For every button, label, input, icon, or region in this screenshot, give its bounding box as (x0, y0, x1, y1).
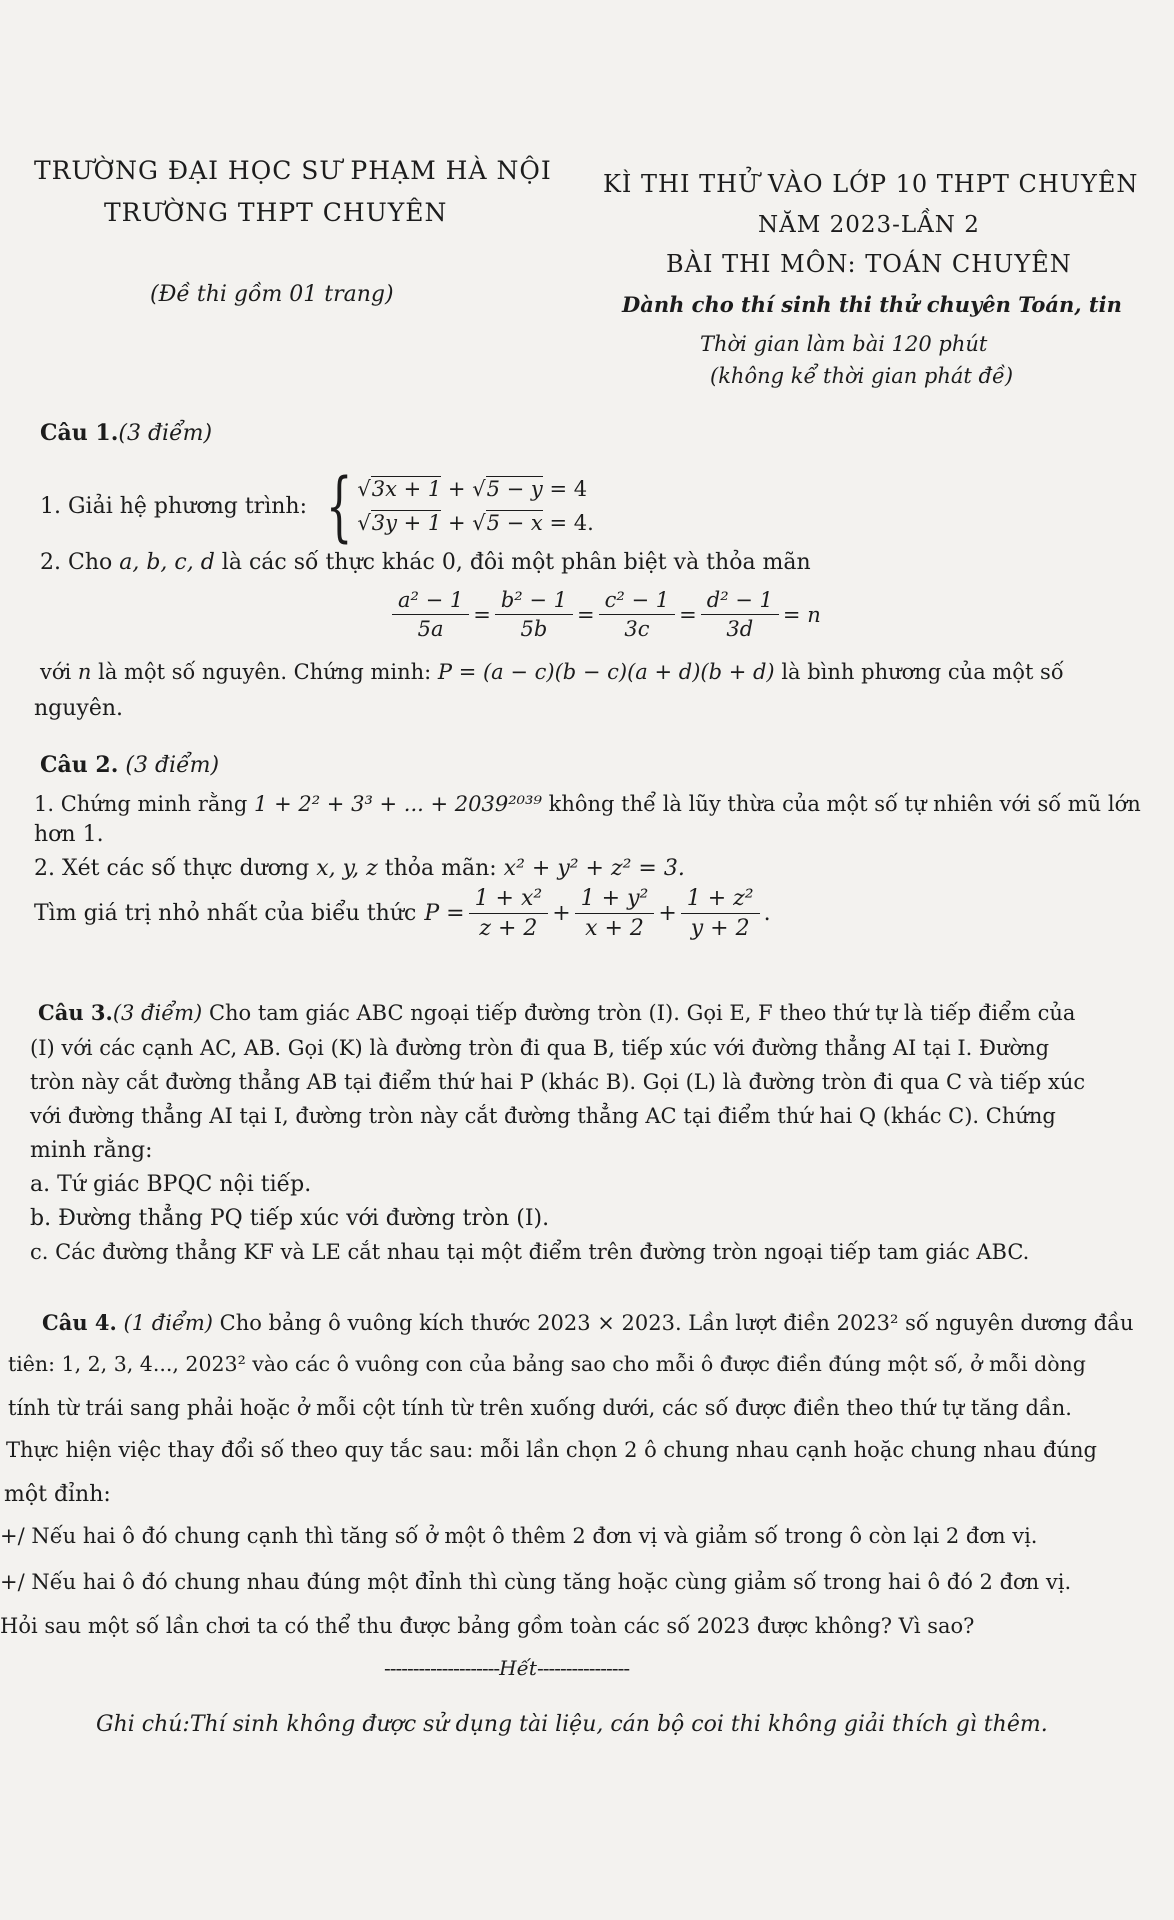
q2-part1: 1. Chứng minh rằng 1 + 2² + 3³ + ... + 2039²⁰³⁹ không thể là lũy thừa của một số tự nhiên với số mũ lớn (34, 792, 1141, 816)
end-marker: --------------------Hết---------------- (384, 1656, 630, 1680)
page-count-note: (Đề thi gồm 01 trang) (150, 282, 394, 307)
equation-system: { √3x + 1 + √5 − y = 4 √3y + 1 + √5 − x = 4. (325, 461, 594, 550)
q4-question: Hỏi sau một số lần chơi ta có thể thu được bảng gồm toàn các số 2023 được không? Vì sao? (0, 1614, 975, 1638)
q3-line1: Câu 3.(3 điểm) Cho tam giác ABC ngoại tiếp đường tròn (I). Gọi E, F theo thứ tự là tiếp điểm của (38, 1000, 1076, 1025)
q2-part3: Tìm giá trị nhỏ nhất của biểu thức P = $\frac{\text{1 + x²}}{z + 2}$ + $\frac{\text{1 + y²}}{x + 2}$ + $\frac{\text{1 + z²}}{y + 2}$ . (34, 886, 771, 941)
exam-year: NĂM 2023-LẦN 2 (758, 212, 980, 238)
q4-rule-2: +/ Nếu hai ô đó chung nhau đúng một đỉnh thì cùng tăng hoặc cùng giảm số trong hai ô đó 2 đơn vị. (0, 1570, 1072, 1594)
q3-part-c: c. Các đường thẳng KF và LE cắt nhau tại một điểm trên đường tròn ngoại tiếp tam giác ABC. (30, 1240, 1030, 1264)
exam-time: Thời gian làm bài 120 phút (700, 332, 988, 356)
q4-line2: tiên: 1, 2, 3, 4..., 2023² vào các ô vuông con của bảng sao cho mỗi ô được điền đúng một số, ở mỗi dòng (8, 1352, 1086, 1376)
equation-2: √3y + 1 + √5 − x = 4. (357, 511, 594, 535)
q1-part2-line4: nguyên. (34, 696, 124, 721)
exam-time-note: (không kể thời gian phát đề) (710, 364, 1014, 388)
q1-title: Câu 1. (40, 420, 119, 446)
q3-line5: minh rằng: (30, 1138, 153, 1163)
q1-fraction-chain: $\frac{\text{a² − 1}}{5a}$ = $\frac{\text{b² − 1}}{5b}$ = $\frac{\text{c² − 1}}{3c}$ = $\frac{\text{d² − 1}}{3d}$ = n (388, 588, 821, 641)
q1-part1 (40, 461, 594, 550)
q3-line2: (I) với các cạnh AC, AB. Gọi (K) là đường tròn đi qua B, tiếp xúc với đường thẳng AI tại I. Đường (30, 1036, 1050, 1060)
equation-1: √3x + 1 + √5 − y = 4 (357, 477, 588, 501)
q3-line3: tròn này cắt đường thẳng AB tại điểm thứ hai P (khác B). Gọi (L) là đường tròn đi qua C và tiếp xúc (30, 1070, 1086, 1094)
q2-heading: Câu 2. (3 điểm) (40, 752, 220, 778)
exam-audience: Dành cho thí sinh thi thử chuyên Toán, tin (622, 292, 1122, 317)
exam-title: KÌ THI THỬ VÀO LỚP 10 THPT CHUYÊN (603, 170, 1139, 198)
q3-part-b: b. Đường thẳng PQ tiếp xúc với đường tròn (I). (30, 1206, 550, 1231)
q2-part2: 2. Xét các số thực dương x, y, z thỏa mãn: x² + y² + z² = 3. (34, 856, 685, 881)
q4-rule-1: +/ Nếu hai ô đó chung cạnh thì tăng số ở một ô thêm 2 đơn vị và giảm số trong ô còn lại 2 đơn vị. (0, 1524, 1038, 1548)
school-sub: TRƯỜNG THPT CHUYÊN (104, 198, 448, 227)
q3-part-a: a. Tứ giác BPQC nội tiếp. (30, 1172, 312, 1197)
exam-subject: BÀI THI MÔN: TOÁN CHUYÊN (666, 250, 1072, 278)
q1-part2-line1: 2. Cho a, b, c, d là các số thực khác 0, đôi một phân biệt và thỏa mãn (40, 550, 811, 575)
q4-line3: tính từ trái sang phải hoặc ở mỗi cột tính từ trên xuống dưới, các số được điền theo thứ tự tăng dần. (8, 1396, 1072, 1420)
q4-line5: một đỉnh: (4, 1482, 111, 1507)
footer-note: Ghi chú:Thí sinh không được sử dụng tài liệu, cán bộ coi thi không giải thích gì thêm. (96, 1712, 1048, 1737)
q4-line4: Thực hiện việc thay đổi số theo quy tắc sau: mỗi lần chọn 2 ô chung nhau cạnh hoặc chung nhau đúng (6, 1438, 1097, 1462)
q1-part1-lead: 1. Giải hệ phương trình: (40, 493, 307, 519)
q1-part2-line3: với n là một số nguyên. Chứng minh: P = (a − c)(b − c)(a + d)(b + d) là bình phương của một số (40, 660, 1064, 684)
q3-line4: với đường thẳng AI tại I, đường tròn này cắt đường thẳng AC tại điểm thứ hai Q (khác C). Chứng (30, 1104, 1056, 1128)
q2-part1-cont: hơn 1. (34, 822, 104, 847)
school-name: TRƯỜNG ĐẠI HỌC SƯ PHẠM HÀ NỘI (34, 156, 552, 185)
q4-line1: Câu 4. (1 điểm) Cho bảng ô vuông kích thước 2023 × 2023. Lần lượt điền 2023² số nguyên dương đầu (42, 1310, 1134, 1335)
q1-heading (40, 420, 212, 446)
q1-points: (3 điểm) (118, 421, 213, 446)
